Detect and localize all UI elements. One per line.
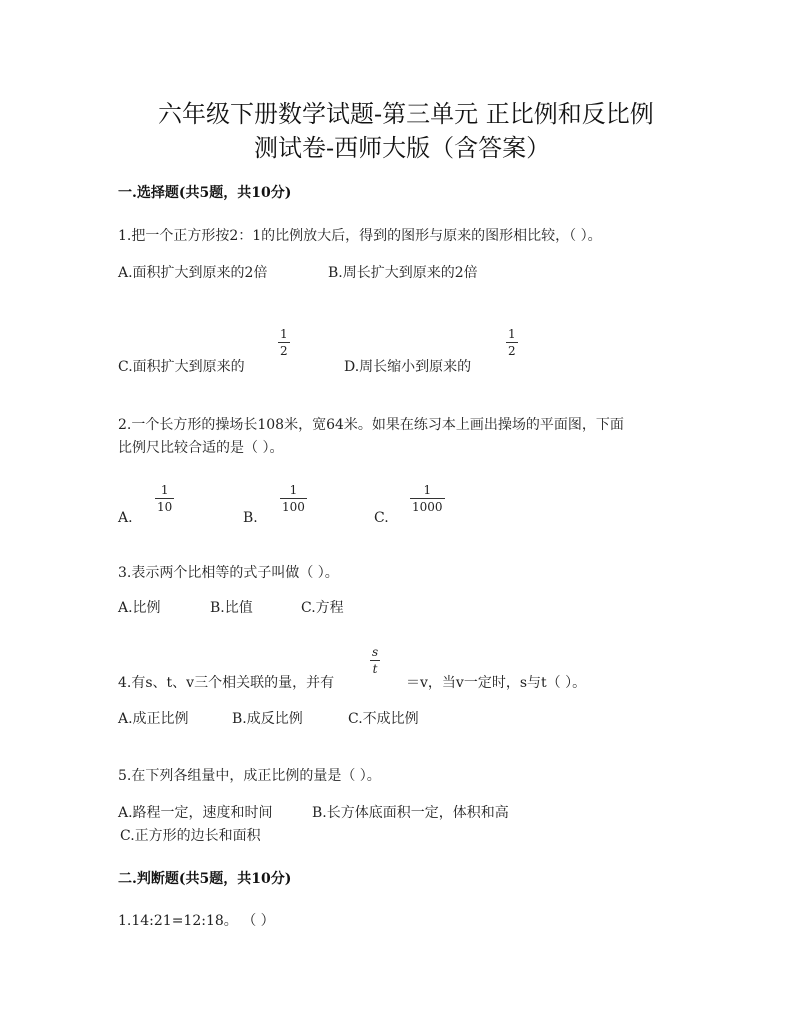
fraction-denominator: 10 — [157, 500, 173, 514]
question-2-option-b-fraction — [280, 484, 307, 513]
fraction-numerator: 1 — [508, 327, 516, 341]
question-5-option-c[interactable]: C.正方形的边长和面积 — [120, 828, 261, 844]
question-5-option-a[interactable]: A.路程一定，速度和时间 — [118, 805, 273, 821]
fraction-denominator: t — [372, 662, 378, 676]
question-1-option-c[interactable]: C.面积扩大到原来的 — [118, 359, 245, 375]
fraction-numerator: 1 — [160, 483, 169, 497]
question-2-option-a-fraction — [155, 484, 174, 513]
question-4-stem-start: 4.有s、t、v三个相关联的量，并有 — [118, 675, 335, 691]
question-1-option-d-fraction — [506, 328, 518, 357]
question-1-stem: 1.把一个正方形按2：1的比例放大后，得到的图形与原来的图形相比较，（ ）。 — [118, 228, 602, 244]
section-judgment-heading: 二.判断题(共5题，共10分) — [118, 871, 292, 887]
judgment-1-stem: 1.14:21=12:18。 （ ） — [118, 913, 275, 929]
fraction-numerator: 1 — [423, 483, 432, 497]
fraction-numerator: 1 — [289, 483, 298, 497]
question-4-option-a[interactable]: A.成正比例 — [118, 711, 189, 727]
title-line-2: 测试卷-西师大版（含答案） — [254, 134, 551, 162]
question-2-option-b[interactable]: B. — [243, 510, 258, 526]
question-1-option-b[interactable]: B.周长扩大到原来的2倍 — [328, 265, 478, 281]
question-1-option-d[interactable]: D.周长缩小到原来的 — [344, 359, 472, 375]
question-4-option-b[interactable]: B.成反比例 — [232, 711, 303, 727]
question-1-option-a[interactable]: A.面积扩大到原来的2倍 — [118, 265, 268, 281]
question-4-option-c[interactable]: C.不成比例 — [348, 711, 419, 727]
question-3-option-b[interactable]: B.比值 — [210, 600, 253, 616]
section-choice-heading: 一.选择题(共5题，共10分) — [118, 185, 292, 201]
question-3-option-c[interactable]: C.方程 — [301, 600, 344, 616]
question-5-option-b[interactable]: B.长方体底面积一定，体积和高 — [312, 805, 509, 821]
question-2-stem-line-2: 比例尺比较合适的是（ ）。 — [118, 440, 284, 456]
question-4-fraction — [370, 646, 380, 675]
question-3-stem: 3.表示两个比相等的式子叫做（ ）。 — [118, 565, 339, 581]
question-2-option-c-fraction — [410, 484, 445, 513]
question-5-stem: 5.在下列各组量中，成正比例的量是（ ）。 — [118, 768, 381, 784]
question-1-option-c-fraction — [278, 328, 290, 357]
fraction-denominator: 2 — [508, 344, 516, 358]
question-3-option-a[interactable]: A.比例 — [118, 600, 161, 616]
question-2-option-a[interactable]: A. — [118, 510, 133, 526]
fraction-denominator: 100 — [282, 500, 305, 514]
fraction-denominator: 2 — [280, 344, 288, 358]
question-2-stem-line-1: 2.一个长方形的操场长108米，宽64米。如果在练习本上画出操场的平面图，下面 — [118, 417, 624, 433]
question-4-stem-end: ＝v，当v一定时，s与t（ ）。 — [406, 675, 587, 691]
fraction-numerator: s — [372, 645, 379, 659]
question-2-option-c[interactable]: C. — [374, 510, 389, 526]
fraction-numerator: 1 — [280, 327, 288, 341]
fraction-denominator: 1000 — [412, 500, 443, 514]
title-line-1: 六年级下册数学试题-第三单元 正比例和反比例 — [158, 100, 654, 128]
